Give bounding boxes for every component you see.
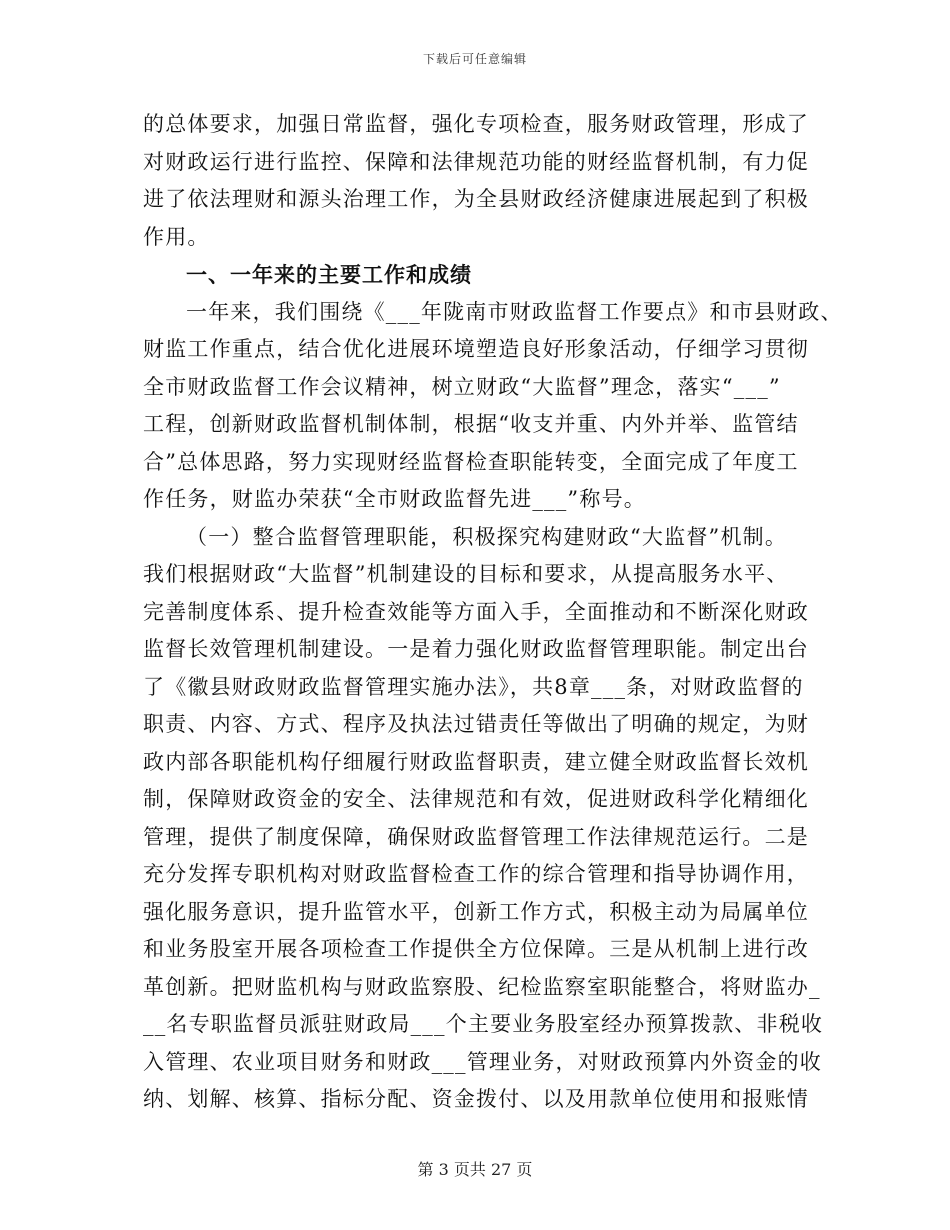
paragraph-line: 作任务，财监办荣获“全市财政监督先进___”称号。 [143,487,646,511]
paragraph-line: 作用。 [143,224,210,249]
paragraph-line: 合”总体思路，努力实现财经监督检查职能转变，全面完成了年度工 [143,449,799,474]
section-heading: 一、一年来的主要工作和成绩 [186,262,472,287]
paragraph-line: 制，保障财政资金的安全、法律规范和有效，促进财政科学化精细化 [143,787,809,811]
paragraph-line: 我们根据财政“大监督”机制建设的目标和要求，从提高服务水平、 [143,562,789,586]
paragraph-line: 一年来，我们围绕《___年陇南市财政监督工作要点》和市县财政、 [186,299,843,324]
paragraph-line: （一）整合监督管理职能，积极探究构建财政“大监督”机制。 [186,524,788,549]
paragraph-line: 入管理、农业项目财务和财政___管理业务，对财政预算内外资金的收 [143,1049,822,1074]
paragraph-line: 全市财政监督工作会议精神，树立财政“大监督”理念，落实“___” [143,374,781,399]
paragraph-line: 革创新。把财监机构与财政监察股、纪检监察室职能整合，将财监办_ [143,974,821,999]
paragraph-line: 的总体要求，加强日常监督，强化专项检查，服务财政管理，形成了 [143,112,809,136]
paragraph-line: 管理，提供了制度保障，确保财政监督管理工作法律规范运行。二是 [143,824,809,849]
paragraph-line: 监督长效管理机制建设。一是着力强化财政监督管理职能。制定出台 [143,637,809,661]
page-number-footer: 第 3 页共 27 页 [417,1160,533,1179]
paragraph-line: __名专职监督员派驻财政局___个主要业务股室经办预算拨款、非税收 [143,1012,824,1036]
paragraph-line: 纳、划解、核算、指标分配、资金拨付、以及用款单位使用和报账情 [143,1087,809,1111]
paragraph-line: 和业务股室开展各项检查工作提供全方位保障。三是从机制上进行改 [143,937,809,961]
paragraph-line: 对财政运行进行监控、保障和法律规范功能的财经监督机制，有力促 [143,149,809,174]
paragraph-line: 进了依法理财和源头治理工作，为全县财政经济健康进展起到了积极 [143,187,809,211]
paragraph-line: 政内部各职能机构仔细履行财政监督职责，建立健全财政监督长效机 [143,749,809,774]
page-header: 下载后可任意编辑 [422,52,527,66]
paragraph-line: 财监工作重点，结合优化进展环境塑造良好形象活动，仔细学习贯彻 [143,337,809,361]
paragraph-line: 了《徽县财政财政监督管理实施办法》，共8章___条，对财政监督的 [143,674,804,699]
paragraph-line: 强化服务意识，提升监管水平，创新工作方式，积极主动为局属单位 [143,899,809,924]
paragraph-line: 职责、内容、方式、程序及执法过错责任等做出了明确的规定，为财 [143,712,809,736]
paragraph-line: 完善制度体系、提升检查效能等方面入手，全面推动和不断深化财政 [143,599,809,624]
paragraph-line: 充分发挥专职机构对财政监督检查工作的综合管理和指导协调作用， [143,862,809,886]
document-body [143,106,843,1119]
paragraph-line: 工程，创新财政监督机制体制，根据“收支并重、内外并举、监管结 [143,412,799,436]
